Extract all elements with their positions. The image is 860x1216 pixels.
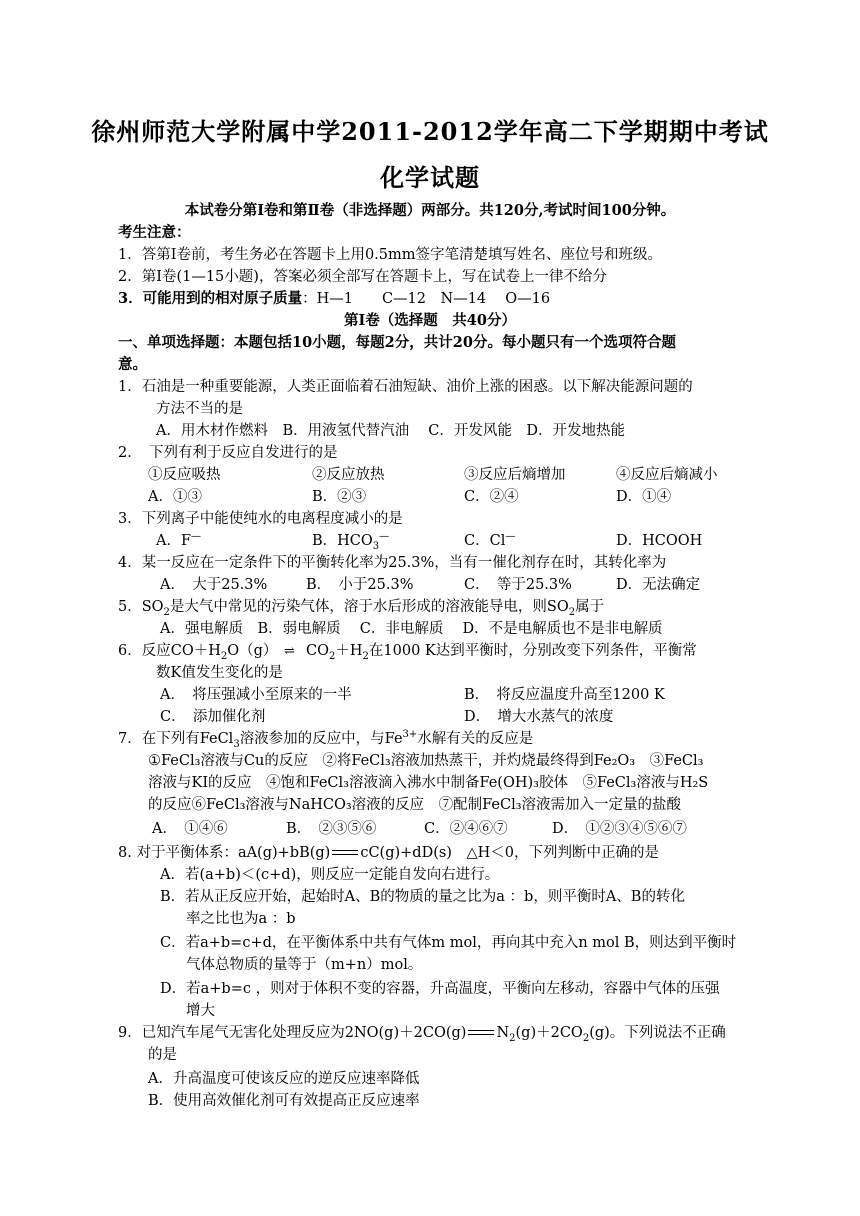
q2-item-4: ④反应后熵减小	[616, 467, 718, 483]
q8-stem: 8. 对于平衡体系：aA(g)+bB(g) cC(g)+dD(s) △H＜0，下列判断中正确的是	[118, 845, 659, 861]
q3-option-a: A．F—	[156, 531, 202, 549]
q8-option-d-line1: D．若a+b=c ，则对于体积不变的容器，升高温度，平衡向左移动，容器中气体的压强	[160, 981, 720, 997]
q3-option-c: C．Cl—	[464, 531, 516, 549]
equilibrium-arrow-icon	[466, 1028, 496, 1038]
q9-stem-line2: 的是	[148, 1047, 177, 1063]
q7-option-d: D． ①②③④⑤⑥⑦	[552, 821, 687, 837]
notice-1: 1．答第I卷前，考生务必在答题卡上用0.5mm签字笔清楚填写姓名、座位号和班级。	[118, 247, 663, 263]
q2-option-c: C．②④	[464, 489, 519, 505]
q5-options: A．强电解质 B．弱电解质 C．非电解质 D．不是电解质也不是非电解质	[160, 621, 663, 637]
q2-stem: 2． 下列有利于反应自发进行的是	[118, 445, 338, 461]
q4-option-a: A． 大于25.3%	[160, 577, 268, 593]
q6-stem-line1: 6．反应$CO+H_2O(g)$ ⇌ $CO_2+H_2$在1000 K达到平衡时，分别改变下列条件，平衡常	[118, 643, 697, 662]
q6-stem-line2: 数K值发生变化的是	[156, 665, 283, 681]
q2-option-b: B．②③	[312, 489, 367, 505]
q2-item-3: ③反应后熵增加	[464, 467, 566, 483]
q2-item-1: ①反应吸热	[148, 467, 221, 483]
q7-stem-line1: 7．在下列有FeCl$_3$溶液参加的反应中，与$Fe^{3+}$水解有关的反应是	[118, 729, 534, 750]
exam-subtitle: 化学试题	[380, 163, 480, 192]
q9-option-a: A．升高温度可使该反应的逆反应速率降低	[148, 1071, 420, 1087]
q3-option-b: B．$HCO_3^—$	[312, 531, 390, 552]
q2-option-d: D．①④	[616, 489, 672, 505]
q6-option-c: C． 添加催化剂	[160, 709, 266, 725]
q2-option-a: A．①③	[148, 489, 202, 505]
q8-option-b-line1: B．若从正反应开始，起始时A、B的物质的量之比为a ：b，则平衡时A、B的转化	[160, 889, 685, 905]
q6-option-a: A． 将压强减小至原来的一半	[160, 687, 352, 703]
q3-option-d: D．HCOOH	[616, 533, 703, 549]
notice-2: 2．第I卷(1—15小题)，答案必须全部写在答题卡上，写在试卷上一律不给分	[118, 269, 607, 285]
part1-heading: 第Ⅰ卷（选择题 共40分）	[344, 312, 516, 329]
q9-stem-line1: 9．已知汽车尾气无害化处理反应为2NO(g)＋2CO(g) $N_2(g)+2CO_2(g)$。下列说法不正确	[118, 1025, 726, 1044]
section1-heading-line1: 一、单项选择题：本题包括10小题，每题2分，共计20分。每小题只有一个选项符合题	[118, 334, 676, 351]
q3-stem: 3．下列离子中能使纯水的电离程度减小的是	[118, 511, 403, 527]
notice-3-label: 3．可能用到的相对原子质量	[118, 290, 303, 307]
section1-heading-line2: 意。	[118, 356, 147, 373]
q8-option-a: A．若(a+b)＜(c+d)，则反应一定能自发向右进行。	[160, 867, 500, 883]
q8-option-c-line1: C．若a+b=c+d，在平衡体系中共有气体m mol，再向其中充入n mol B，则达到平衡时	[160, 935, 737, 951]
q4-option-b: B． 小于25.3%	[306, 577, 414, 593]
q1-stem-line2: 方法不当的是	[156, 401, 243, 417]
q8-option-b-line2: 率之比也为a ：b	[186, 911, 296, 927]
q4-stem: 4．某一反应在一定条件下的平衡转化率为25.3%，当有一催化剂存在时，其转化率为	[118, 555, 667, 571]
equilibrium-arrow-icon	[330, 848, 360, 858]
q6-option-b: B． 将反应温度升高至1200 K	[464, 687, 665, 703]
notice-3-values: ：H—1 C—12 N—14 O—16	[302, 291, 551, 307]
q7-option-b: B． ②③⑤⑥	[286, 821, 377, 837]
q4-option-c: C． 等于25.3%	[464, 577, 572, 593]
q5-stem: 5．$SO_2$是大气中常见的污染气体，溶于水后形成的溶液能导电，则$SO_2$属于	[118, 599, 605, 618]
q2-item-2: ②反应放热	[312, 467, 385, 483]
notice-heading: 考生注意：	[118, 224, 191, 241]
q8-option-c-line2: 气体总物质的量等于（m+n）mol。	[186, 957, 423, 973]
q8-option-d-line2: 增大	[186, 1003, 215, 1019]
q1-options: A．用木材作燃料 B．用液氢代替汽油 C．开发风能 D．开发地热能	[156, 423, 625, 439]
q7-option-c: C．②④⑥⑦	[424, 821, 508, 837]
intro-text: 本试卷分第Ⅰ卷和第Ⅱ卷（非选择题）两部分。共120分,考试时间100分钟。	[184, 202, 676, 219]
q7-stem-line2: ①FeCl₃溶液与Cu的反应 ②将FeCl₃溶液加热蒸干，并灼烧最终得到Fe₂O₃ ③FeCl₃	[148, 753, 704, 769]
exam-title: 徐州师范大学附属中学2011-2012学年高二下学期期中考试	[91, 117, 769, 146]
notice-3	[118, 288, 550, 310]
q6-option-d: D． 增大水蒸气的浓度	[464, 709, 614, 725]
q7-option-a: A． ①④⑥	[152, 821, 228, 837]
q7-stem-line4: 的反应⑥FeCl₃溶液与NaHCO₃溶液的反应 ⑦配制FeCl₃溶液需加入一定量的盐酸	[148, 797, 682, 813]
q4-option-d: D．无法确定	[616, 577, 701, 593]
reversible-arrow-icon: ⇌	[283, 644, 295, 659]
q7-stem-line3: 溶液与KI的反应 ④饱和FeCl₃溶液滴入沸水中制备Fe(OH)₃胶体 ⑤FeCl₃溶液与H₂S	[148, 775, 709, 791]
q9-option-b: B．使用高效催化剂可有效提高正反应速率	[148, 1093, 420, 1109]
q1-stem-line1: 1．石油是一种重要能源，人类正面临着石油短缺、油价上涨的困惑。以下解决能源问题的	[118, 379, 693, 395]
